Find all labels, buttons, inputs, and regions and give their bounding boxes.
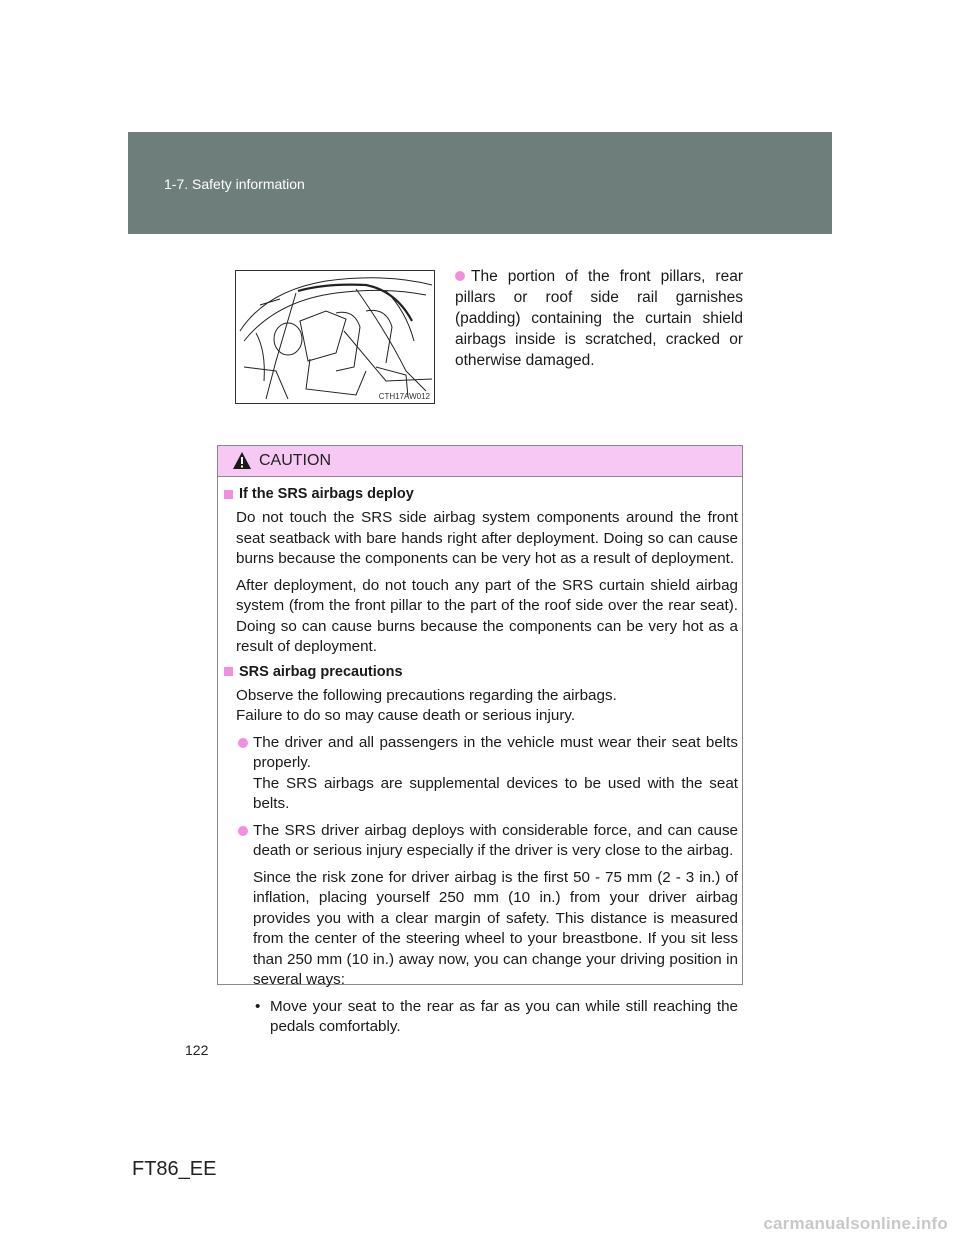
caution-box xyxy=(217,445,743,1035)
list-item xyxy=(236,821,738,862)
warning-triangle-icon xyxy=(232,451,252,470)
list-item-text: The driver and all passengers in the vehicle must wear their seat belts properly. xyxy=(253,733,738,771)
section-heading xyxy=(224,664,738,680)
list-item-marker: • xyxy=(255,997,261,1015)
figure-code: CTH17AW012 xyxy=(378,392,430,401)
list-item-text: Move your seat to the rear as far as you can while still reaching the pedals comfortably. xyxy=(270,997,738,1035)
list-item xyxy=(236,733,738,774)
watermark: carmanualsonline.info xyxy=(763,1214,948,1233)
square-bullet-icon xyxy=(224,490,233,499)
section-heading xyxy=(224,486,738,502)
caution-title: CAUTION xyxy=(259,452,331,469)
car-interior-illustration xyxy=(235,270,435,404)
paragraph: Do not touch the SRS side airbag system components around the front seat seatback with bare hands right after deployment. Doing so can cause burns because the components can be very hot as a result of deployment. xyxy=(236,509,738,567)
caution-header xyxy=(218,446,742,477)
bullet-dot-icon xyxy=(238,738,248,748)
bullet-dot-icon xyxy=(455,271,465,281)
section-title: 1-7. Safety information xyxy=(164,176,305,192)
page-number: 122 xyxy=(185,1042,209,1058)
section-heading-text: If the SRS airbags deploy xyxy=(239,486,414,502)
paragraph: Failure to do so may cause death or serious injury. xyxy=(236,707,576,724)
square-bullet-icon xyxy=(224,667,233,676)
paragraph: The SRS airbags are supplemental devices to be used with the seat belts. xyxy=(253,774,738,812)
list-item-text: The SRS driver airbag deploys with considerable force, and can cause death or serious injury especially if the driver is very close to the airbag. xyxy=(253,821,738,859)
list-item xyxy=(253,997,738,1038)
document-code: FT86_EE xyxy=(132,1158,217,1180)
paragraph: After deployment, do not touch any part of the SRS curtain shield airbag system (from the front pillar to the part of the roof side over the rear seat). Doing so can cause burns because the components can be very hot as a result of deployment. xyxy=(236,576,738,655)
caution-body xyxy=(224,486,738,1044)
paragraph: Since the risk zone for driver airbag is the first 50 - 75 mm (2 - 3 in.) of inflation, placing yourself 250 mm (10 in.) from your driver airbag provides you with a clear margin of safety. This distance is measured from the center of the steering wheel to your breastbone. If you sit less than 250 mm (10 in.) away now, you can change your driving position in several ways: xyxy=(253,868,738,988)
bullet-dot-icon xyxy=(238,826,248,836)
section-heading-text: SRS airbag precautions xyxy=(239,663,403,680)
car-interior-drawing xyxy=(236,271,434,403)
intro-bullet-text: The portion of the front pillars, rear pillars or roof side rail garnishes (padding) containing the curtain shield airbags inside is scratched, cracked or otherwise damaged. xyxy=(455,268,743,369)
intro-bullet xyxy=(455,266,743,371)
paragraph: Observe the following precautions regarding the airbags. xyxy=(236,686,617,704)
